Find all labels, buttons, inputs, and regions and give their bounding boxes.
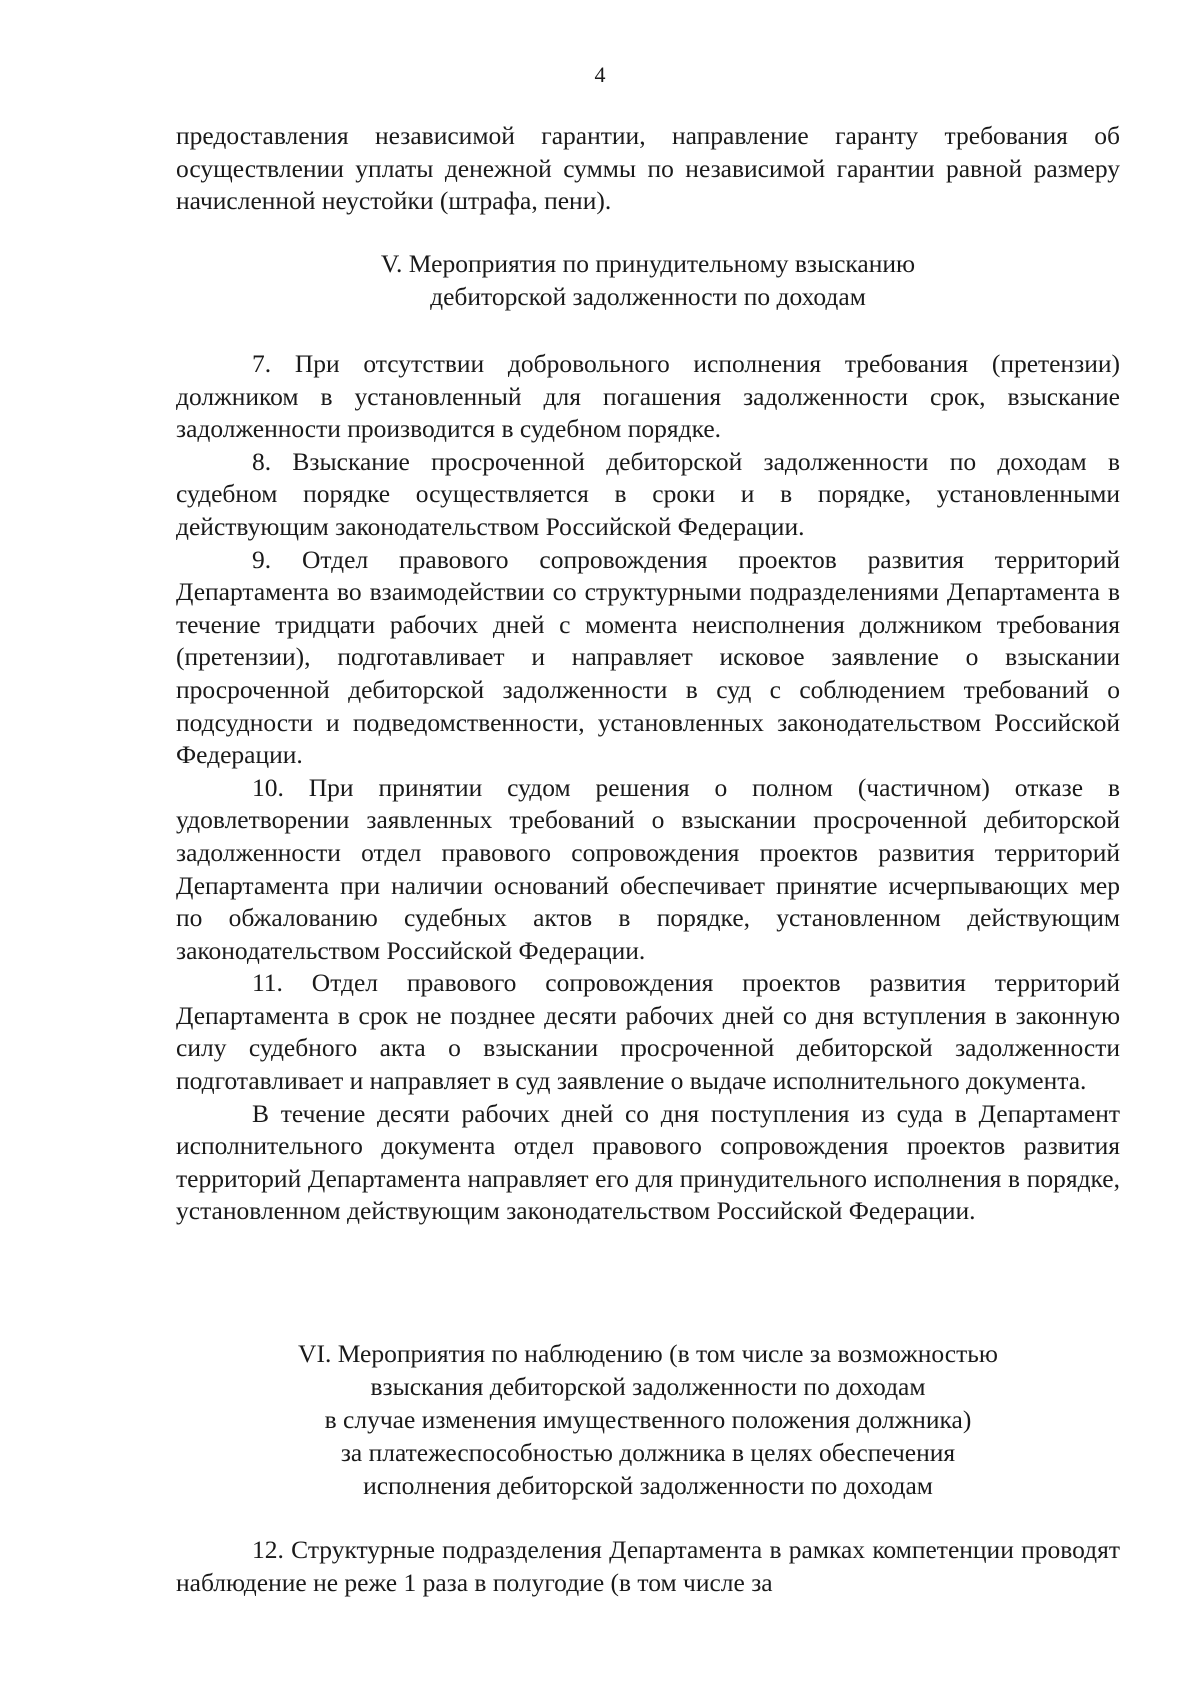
section-5-heading [176,247,1120,313]
paragraph-12: 12. Структурные подразделения Департамента в рамках компетенции проводят наблюдение не реже 1 раза в полугодие (в том числе за [176,1535,1120,1597]
section-5-body [176,348,1120,1228]
section-6-body [176,1534,1120,1599]
page-number: 4 [594,62,606,87]
paragraph-11-continuation: В течение десяти рабочих дней со дня поступления из суда в Департамент исполнительного документа отдел правового сопровождения проектов развития территорий Департамента направляет его для принудительного исполнения в порядке, установленном действующим законодательством Российской Федерации. [176,1098,1120,1226]
paragraph-11: 11. Отдел правового сопровождения проектов развития территорий Департамента в срок не позднее десяти рабочих дней со дня вступления в законную силу судебного акта о взыскании просроченной дебиторской задолженности подготавливает и направляет в суд заявление о выдаче исполнительного документа. [176,968,1120,1096]
section-6-heading-line: взыскания дебиторской задолженности по доходам [370,1372,926,1401]
intro-paragraph: предоставления независимой гарантии, направление гаранту требования об осуществлении уплаты денежной суммы по независимой гарантии равной размеру начисленной неустойки (штрафа, пени). [176,121,1120,216]
section-6-heading-line: за платежеспособностью должника в целях обеспечения [340,1438,956,1467]
section-5-heading-line: дебиторской задолженности по доходам [430,282,866,311]
paragraph-8: 8. Взыскание просроченной дебиторской задолженности по доходам в судебном порядке осуществляется в сроки и в порядке, установленными действующим законодательством Российской Федерации. [176,446,1120,541]
section-6-heading-line: исполнения дебиторской задолженности по доходам [363,1471,933,1500]
section-5-heading-line: V. Мероприятия по принудительному взысканию [380,249,916,278]
intro-block [176,120,1120,218]
section-6-heading-line: VI. Мероприятия по наблюдению (в том числе за возможностью [298,1339,998,1368]
paragraph-9: 9. Отдел правового сопровождения проектов развития территорий Департамента во взаимодействии со структурными подразделениями Департамента в течение тридцати рабочих дней с момента неисполнения должником требования (претензии), подготавливает и направляет исковое заявление о взыскании просроченной дебиторской задолженности в суд с соблюдением требований о подсудности и подведомственности, установленных законодательством Российской Федерации. [176,544,1120,770]
section-6-heading [176,1337,1120,1502]
paragraph-7: 7. При отсутствии добровольного исполнения требования (претензии) должником в установленный для погашения задолженности срок, взыскание задолженности производится в судебном порядке. [176,349,1120,444]
paragraph-10: 10. При принятии судом решения о полном (частичном) отказе в удовлетворении заявленных требований о взыскании просроченной дебиторской задолженности отдел правового сопровождения проектов развития территорий Департамента при наличии оснований обеспечивает принятие исчерпывающих мер по обжалованию судебных актов в порядке, установленном действующим законодательством Российской Федерации. [176,772,1120,965]
section-6-heading-line: в случае изменения имущественного положения должника) [324,1405,972,1434]
